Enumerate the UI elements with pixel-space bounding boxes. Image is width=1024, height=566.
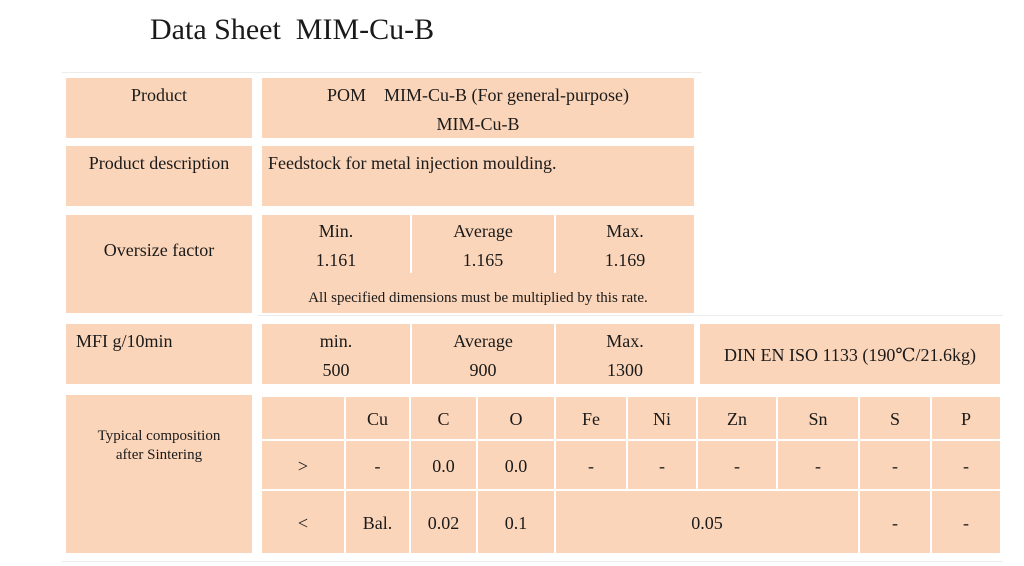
row-gt-cu-value: - — [374, 456, 381, 476]
element-header-s — [860, 397, 930, 439]
oversize-min-label: Min. — [318, 221, 354, 241]
product-code-line: MIM-Cu-B — [436, 114, 520, 134]
row-lt-o-value: 0.1 — [504, 513, 528, 533]
row-lt-cu — [346, 491, 409, 553]
description-label-cell — [66, 146, 252, 206]
element-header-sn — [778, 397, 858, 439]
row-gt-s-value: - — [892, 456, 898, 476]
element-header-o — [478, 397, 554, 439]
oversize-avg-label: Average — [453, 221, 513, 241]
composition-label-cell — [66, 395, 252, 553]
element-label-p: P — [960, 409, 971, 429]
divider — [62, 561, 1003, 562]
row-lt-c — [411, 491, 476, 553]
row-gt-sn-value: - — [815, 456, 821, 476]
description-label: Product description — [88, 153, 230, 173]
row-lt-symbol: < — [297, 513, 309, 533]
oversize-min-cell — [262, 215, 410, 273]
row-gt-o — [478, 441, 554, 489]
row-gt-o-value: 0.0 — [504, 456, 528, 476]
oversize-min-value: 1.161 — [315, 250, 357, 270]
row-gt-c — [411, 441, 476, 489]
row-gt-zn — [698, 441, 776, 489]
element-label-c: C — [437, 409, 450, 429]
element-header-ni — [628, 397, 696, 439]
divider — [258, 315, 1003, 316]
element-label-fe: Fe — [582, 409, 600, 429]
row-gt-fe — [556, 441, 626, 489]
row-lt-p-value: - — [963, 513, 969, 533]
mfi-min-cell — [262, 324, 410, 384]
element-label-ni: Ni — [653, 409, 671, 429]
row-lt-fe-to-sn-value: 0.05 — [691, 513, 723, 533]
element-header-zn — [698, 397, 776, 439]
row-lt-o — [478, 491, 554, 553]
row-gt-zn-value: - — [734, 456, 740, 476]
row-lt-symbol-cell — [262, 491, 344, 553]
mfi-max-label: Max. — [606, 331, 644, 351]
row-gt-symbol: > — [297, 456, 309, 476]
row-gt-fe-value: - — [588, 456, 594, 476]
element-label-sn: Sn — [808, 409, 828, 429]
oversize-label: Oversize factor — [103, 240, 215, 260]
product-value-cell — [262, 78, 694, 138]
row-gt-p — [932, 441, 1000, 489]
row-gt-ni — [628, 441, 696, 489]
row-lt-p — [932, 491, 1000, 553]
mfi-min-label: min. — [319, 331, 353, 351]
mfi-avg-label: Average — [453, 331, 513, 351]
product-name-line: POM MIM-Cu-B (For general-purpose) — [327, 85, 629, 105]
description-value-cell — [262, 146, 694, 206]
mfi-min-value: 500 — [322, 360, 350, 380]
mfi-avg-cell — [412, 324, 554, 384]
element-header-cu — [346, 397, 409, 439]
mfi-max-cell — [556, 324, 694, 384]
row-gt-s — [860, 441, 930, 489]
composition-header-blank — [262, 397, 344, 439]
mfi-label-cell — [66, 324, 252, 384]
element-header-p — [932, 397, 1000, 439]
mfi-label: MFI g/10min — [76, 331, 173, 351]
product-label-cell — [66, 78, 252, 138]
mfi-standard: DIN EN ISO 1133 (190℃/21.6kg) — [724, 345, 976, 365]
oversize-avg-value: 1.165 — [462, 250, 504, 270]
row-lt-c-value: 0.02 — [427, 513, 460, 533]
element-label-s: S — [889, 409, 900, 429]
element-label-cu: Cu — [366, 409, 388, 429]
divider — [62, 72, 702, 73]
element-header-fe — [556, 397, 626, 439]
oversize-max-label: Max. — [606, 221, 644, 241]
row-lt-s-value: - — [892, 513, 898, 533]
row-gt-c-value: 0.0 — [432, 456, 455, 476]
oversize-avg-cell — [412, 215, 554, 273]
element-header-c — [411, 397, 476, 439]
mfi-standard-cell — [700, 324, 1000, 384]
element-label-zn: Zn — [727, 409, 747, 429]
composition-label-line1: Typical composition — [97, 428, 221, 444]
row-lt-cu-value: Bal. — [362, 513, 393, 533]
mfi-max-value: 1300 — [607, 360, 643, 380]
row-gt-p-value: - — [963, 456, 969, 476]
oversize-note-cell — [262, 273, 694, 313]
product-label: Product — [131, 85, 187, 105]
oversize-label-cell — [66, 215, 252, 313]
row-gt-cu — [346, 441, 409, 489]
oversize-note: All specified dimensions must be multiplied by this rate. — [308, 290, 648, 306]
element-label-o: O — [509, 409, 523, 429]
oversize-max-value: 1.169 — [604, 250, 646, 270]
composition-label-line2: after Sintering — [115, 447, 203, 463]
row-gt-ni-value: - — [659, 456, 665, 476]
row-lt-fe-to-sn — [556, 491, 858, 553]
row-gt-symbol-cell — [262, 441, 344, 489]
oversize-max-cell — [556, 215, 694, 273]
row-lt-s — [860, 491, 930, 553]
description-value: Feedstock for metal injection moulding. — [268, 153, 557, 173]
page-title: Data Sheet MIM-Cu-B — [150, 13, 435, 46]
mfi-avg-value: 900 — [469, 360, 497, 380]
row-gt-sn — [778, 441, 858, 489]
